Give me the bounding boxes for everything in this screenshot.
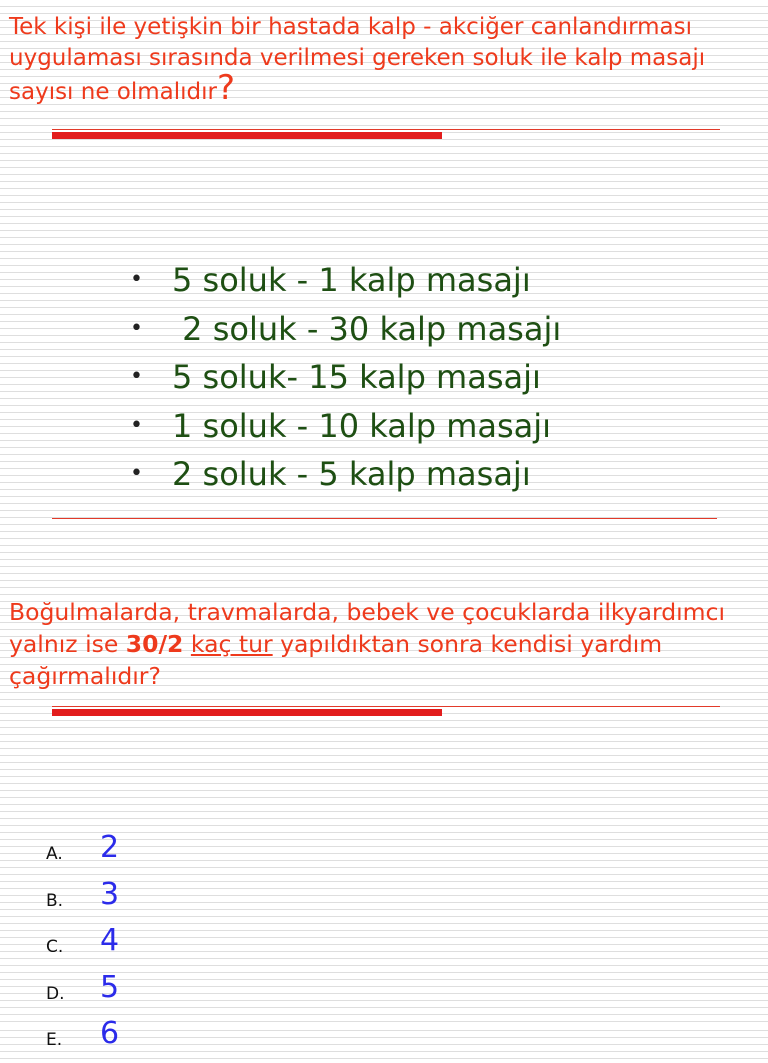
bullet-icon: •	[130, 364, 143, 389]
option-item	[130, 256, 561, 305]
answer-letter: C.	[46, 937, 64, 957]
question-2-space	[183, 630, 190, 658]
question-2-part1: Boğulmalarda, travmalarda, bebek ve çocuklarda ilkyardımcı yalnız ise	[9, 598, 726, 658]
bullet-icon: •	[130, 412, 143, 438]
question-1-mark: ?	[217, 68, 236, 108]
answer-letter: A.	[46, 844, 63, 864]
bullet-icon: •	[130, 267, 143, 292]
question-1-text: Tek kişi ile yetişkin bir hastada kalp - akciğer canlandırması uygulaması sırasında verilmesi gereken soluk ile kalp masajı sayısı ne olmalıdır	[9, 14, 706, 105]
option-item	[130, 402, 561, 451]
divider-3-thin	[52, 706, 720, 707]
bullet-icon: •	[130, 461, 143, 486]
answer-letter: B.	[46, 890, 64, 911]
divider-2-thin	[52, 518, 717, 519]
question-1	[9, 12, 759, 108]
option-item	[130, 305, 561, 354]
question-2-ratio: 30/2	[125, 630, 184, 658]
option-text: 2 soluk - 30 kalp masajı	[172, 309, 562, 348]
answer-value: 5	[100, 969, 120, 1005]
answer-letter: D.	[46, 983, 65, 1004]
option-item	[130, 450, 561, 499]
option-text: 5 soluk- 15 kalp masajı	[172, 358, 541, 396]
question-2	[9, 596, 764, 692]
option-text: 2 soluk - 5 kalp masajı	[172, 455, 531, 493]
option-item	[130, 353, 561, 402]
bullet-icon: •	[130, 315, 143, 341]
answer-value: 3	[100, 876, 120, 912]
answer-value: 6	[100, 1016, 120, 1051]
option-text: 1 soluk - 10 kalp masajı	[172, 406, 552, 445]
question-2-part2: yapıldıktan sonra kendisi yardım çağırmalıdır?	[9, 630, 663, 690]
divider-1-thin	[52, 129, 720, 130]
divider-1-thick	[52, 132, 442, 139]
answer-value: 4	[100, 923, 120, 958]
options-list-1	[130, 256, 561, 499]
answer-letter: E.	[46, 1030, 63, 1050]
option-text: 5 soluk - 1 kalp masajı	[172, 261, 531, 299]
question-2-underlined: kaç tur	[190, 630, 273, 658]
divider-3-thick	[52, 709, 442, 716]
answer-value: 2	[100, 830, 120, 865]
